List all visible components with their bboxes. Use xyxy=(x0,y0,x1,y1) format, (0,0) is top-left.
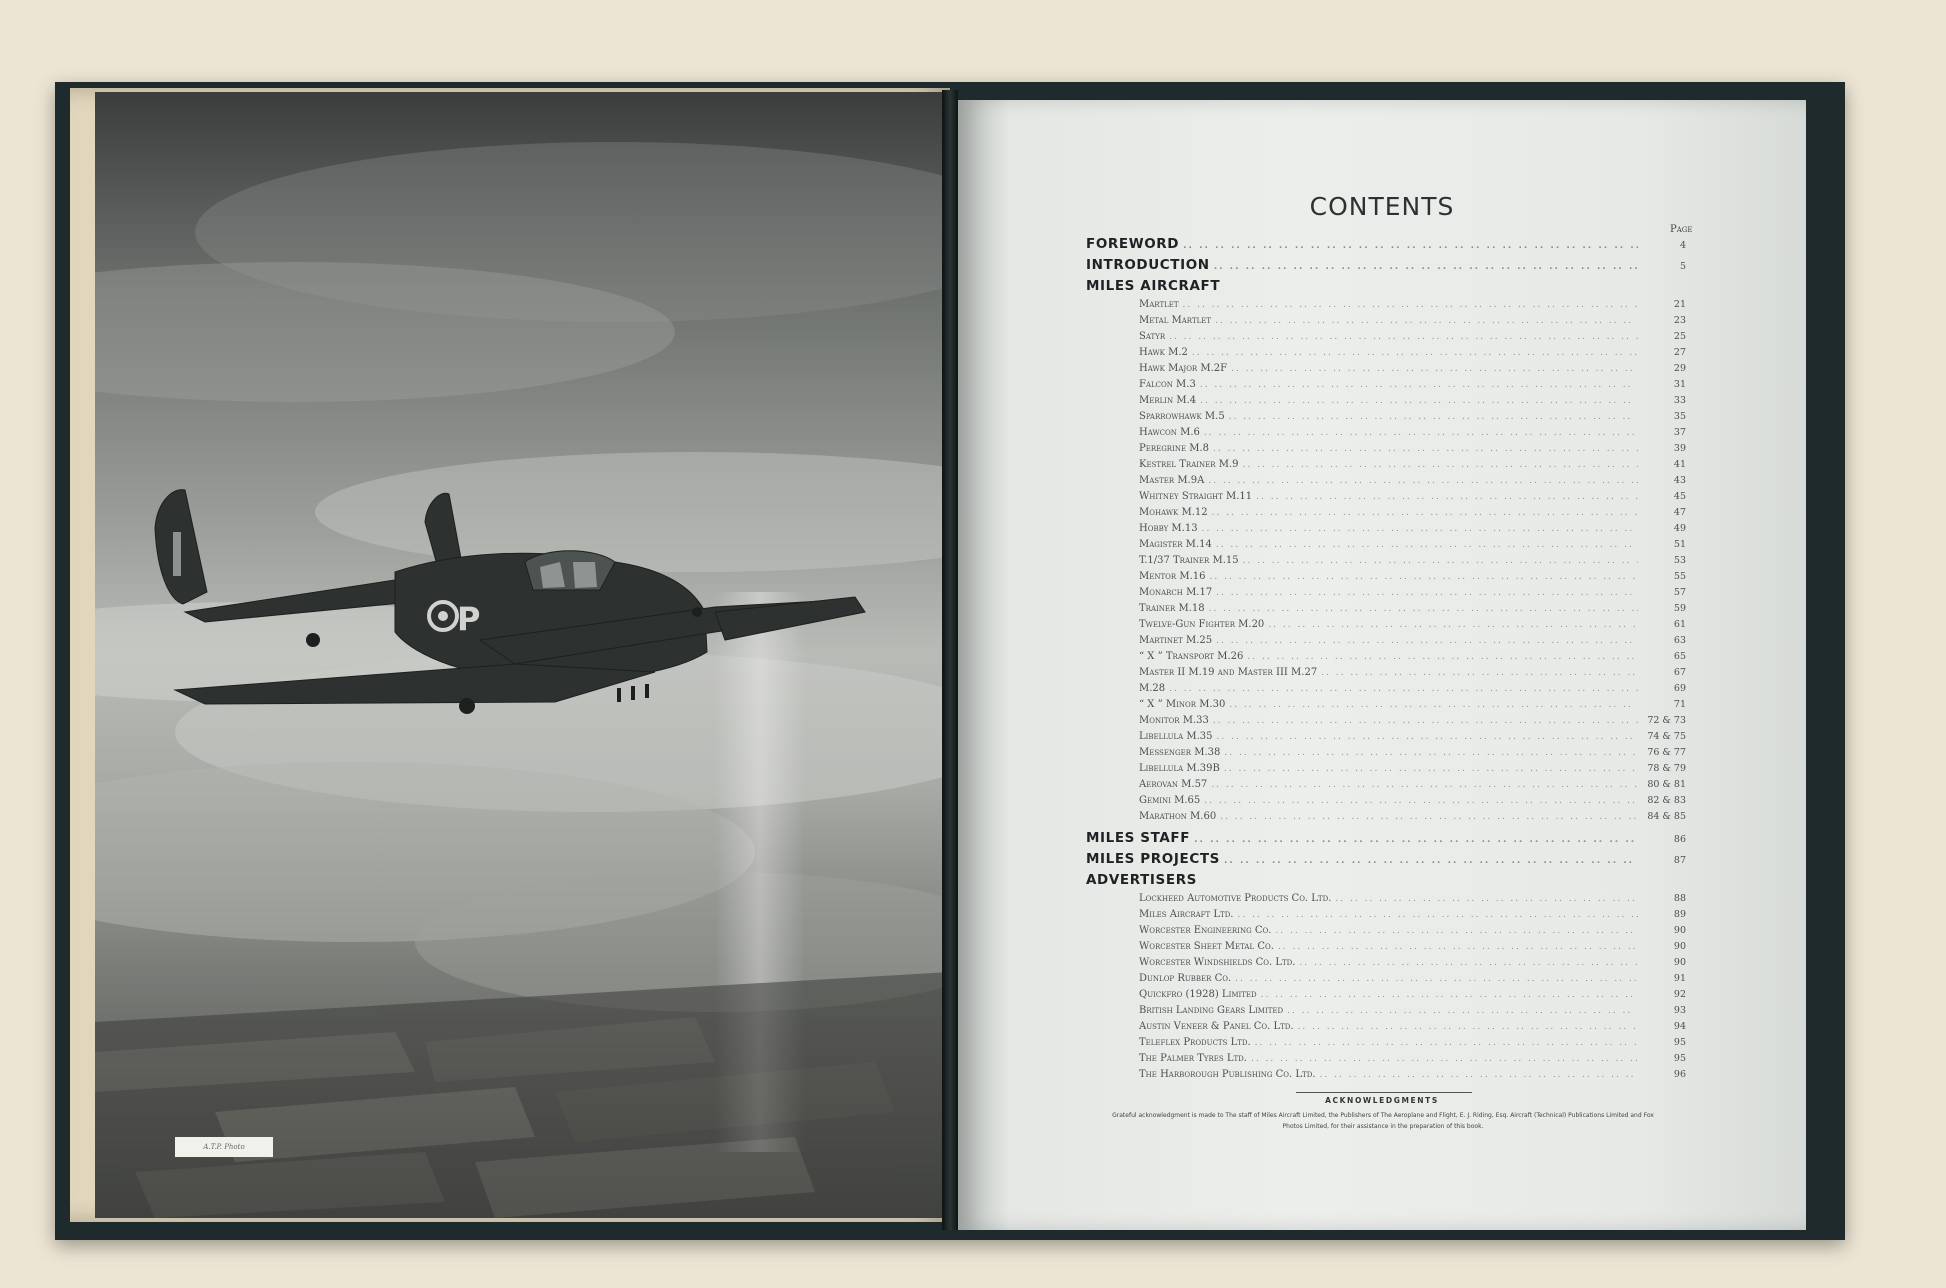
toc-leader-dots xyxy=(1335,891,1638,907)
toc-entry xyxy=(1086,1003,1686,1019)
toc-leader-dots xyxy=(1209,569,1638,585)
toc-entry xyxy=(1086,1067,1686,1083)
toc-entry xyxy=(1086,1035,1686,1051)
toc-label: Worcester Sheet Metal Co. xyxy=(1139,941,1274,952)
toc-page-number: 65 xyxy=(1673,651,1686,662)
toc-page-number: 84 & 85 xyxy=(1647,811,1686,822)
toc-page-number: 89 xyxy=(1673,909,1686,920)
toc-leader-dots xyxy=(1216,633,1638,649)
toc-label: Worcester Engineering Co. xyxy=(1139,925,1272,936)
toc-leader-dots xyxy=(1213,713,1638,729)
toc-page-number: 5 xyxy=(1679,261,1686,272)
toc-section xyxy=(1086,234,1686,255)
toc-entry xyxy=(1086,377,1686,393)
toc-page-number: 67 xyxy=(1673,667,1686,678)
toc-label: Master M.9A xyxy=(1139,475,1205,486)
toc-leader-dots xyxy=(1243,553,1638,569)
toc-leader-dots xyxy=(1220,809,1638,825)
toc-label: Martlet xyxy=(1139,299,1179,310)
aircraft-photo-graphic xyxy=(95,92,950,1218)
toc-page-number: 90 xyxy=(1673,925,1686,936)
toc-leader-dots xyxy=(1320,1067,1639,1083)
toc-label: Austin Veneer & Panel Co. Ltd. xyxy=(1139,1021,1294,1032)
toc-leader-dots xyxy=(1204,425,1638,441)
toc-entry xyxy=(1086,907,1686,923)
toc-label: Magister M.14 xyxy=(1139,539,1212,550)
toc-label: “ X ” Transport M.26 xyxy=(1139,651,1244,662)
toc-leader-dots xyxy=(1183,236,1638,257)
toc-label: Marathon M.60 xyxy=(1139,811,1217,822)
page-column-heading: Page xyxy=(1670,224,1693,235)
acknowledgments-text: Grateful acknowledgment is made to The staff of Miles Aircraft Limited, the Publishers of The Aeroplane and Flight, E. J. Riding, Esq. Aircraft (Technical) Publications Limited and Fox Photos Limited, for their assistance in the preparation of this book. xyxy=(1112,1112,1654,1130)
svg-text:P: P xyxy=(457,600,481,638)
toc-entry xyxy=(1086,473,1686,489)
toc-label: Hobby M.13 xyxy=(1139,523,1198,534)
toc-entry xyxy=(1086,489,1686,505)
toc-page-number: 76 & 77 xyxy=(1647,747,1686,758)
acknowledgments-rule xyxy=(1296,1092,1472,1093)
toc-leader-dots xyxy=(1192,345,1638,361)
toc-entry xyxy=(1086,761,1686,777)
toc-page-number: 91 xyxy=(1673,973,1686,984)
toc-page-number: 95 xyxy=(1673,1053,1686,1064)
toc-page-number: 35 xyxy=(1673,411,1686,422)
toc-leader-dots xyxy=(1255,1035,1638,1051)
toc-entry xyxy=(1086,987,1686,1003)
toc-page-number: 61 xyxy=(1673,619,1686,630)
toc-page-number: 37 xyxy=(1673,427,1686,438)
toc-leader-dots xyxy=(1224,745,1638,761)
toc-label: Libellula M.39B xyxy=(1139,763,1220,774)
toc-leader-dots xyxy=(1209,601,1638,617)
toc-leader-dots xyxy=(1299,955,1638,971)
toc-page-number: 94 xyxy=(1673,1021,1686,1032)
toc-page-number: 43 xyxy=(1673,475,1686,486)
aircraft-photo xyxy=(95,92,950,1218)
toc-leader-dots xyxy=(1216,537,1638,553)
toc-page-number: 39 xyxy=(1673,443,1686,454)
toc-label: The Harborough Publishing Co. Ltd. xyxy=(1139,1069,1316,1080)
toc-label: Teleflex Products Ltd. xyxy=(1139,1037,1251,1048)
toc-leader-dots xyxy=(1169,329,1638,345)
toc-leader-dots xyxy=(1224,851,1638,872)
toc-page-number: 95 xyxy=(1673,1037,1686,1048)
toc-entry xyxy=(1086,345,1686,361)
toc-section xyxy=(1086,849,1686,870)
toc-leader-dots xyxy=(1215,313,1638,329)
toc-entry xyxy=(1086,681,1686,697)
toc-entry xyxy=(1086,537,1686,553)
toc-leader-dots xyxy=(1208,473,1638,489)
toc-leader-dots xyxy=(1214,257,1638,278)
toc-leader-dots xyxy=(1204,793,1638,809)
toc-page-number: 86 xyxy=(1673,834,1686,845)
toc-label: Martinet M.25 xyxy=(1139,635,1213,646)
toc-entry xyxy=(1086,1051,1686,1067)
toc-entry xyxy=(1086,891,1686,907)
toc-label: ADVERTISERS xyxy=(1086,872,1198,888)
photo-credit: A.T.P. Photo xyxy=(175,1137,273,1157)
toc-entry xyxy=(1086,633,1686,649)
toc-page-number: 4 xyxy=(1679,240,1686,251)
toc-label: INTRODUCTION xyxy=(1086,257,1210,273)
toc-entry xyxy=(1086,313,1686,329)
toc-leader-dots xyxy=(1216,585,1638,601)
toc-leader-dots xyxy=(1231,361,1638,377)
toc-entry xyxy=(1086,617,1686,633)
toc-leader-dots xyxy=(1242,457,1638,473)
toc-entry xyxy=(1086,955,1686,971)
toc-page-number: 71 xyxy=(1673,699,1686,710)
toc-label: Mentor M.16 xyxy=(1139,571,1206,582)
toc-page-number: 53 xyxy=(1673,555,1686,566)
toc-entry xyxy=(1086,809,1686,825)
toc-label: MILES PROJECTS xyxy=(1086,851,1220,867)
toc-entry xyxy=(1086,939,1686,955)
toc-label: Libellula M.35 xyxy=(1139,731,1213,742)
toc-leader-dots xyxy=(1217,729,1639,745)
toc-label: T.1/37 Trainer M.15 xyxy=(1139,555,1239,566)
toc-label: FOREWORD xyxy=(1086,236,1180,252)
toc-entry xyxy=(1086,297,1686,313)
toc-label: MILES STAFF xyxy=(1086,830,1191,846)
toc-page-number: 49 xyxy=(1673,523,1686,534)
toc-leader-dots xyxy=(1212,505,1638,521)
toc-entry xyxy=(1086,441,1686,457)
toc-label: Miles Aircraft Ltd. xyxy=(1139,909,1234,920)
toc-leader-dots xyxy=(1202,521,1638,537)
toc-page-number: 21 xyxy=(1673,299,1686,310)
toc-label: Mohawk M.12 xyxy=(1139,507,1208,518)
toc-label: The Palmer Tyres Ltd. xyxy=(1139,1053,1247,1064)
toc-entry xyxy=(1086,971,1686,987)
toc-page-number: 69 xyxy=(1673,683,1686,694)
toc-entry xyxy=(1086,923,1686,939)
toc-label: “ X ” Minor M.30 xyxy=(1139,699,1226,710)
toc-leader-dots xyxy=(1287,1003,1638,1019)
toc-leader-dots xyxy=(1321,665,1638,681)
toc-entry xyxy=(1086,521,1686,537)
toc-leader-dots xyxy=(1251,1051,1638,1067)
toc-page-number: 88 xyxy=(1673,893,1686,904)
toc-entry xyxy=(1086,569,1686,585)
toc-entry xyxy=(1086,745,1686,761)
toc-leader-dots xyxy=(1224,761,1638,777)
toc-label: Kestrel Trainer M.9 xyxy=(1139,459,1239,470)
toc-entry xyxy=(1086,793,1686,809)
toc-leader-dots xyxy=(1275,923,1638,939)
toc-page-number: 74 & 75 xyxy=(1647,731,1686,742)
toc-leader-dots xyxy=(1211,777,1638,793)
toc-label: Twelve-Gun Fighter M.20 xyxy=(1139,619,1265,630)
toc-entry xyxy=(1086,505,1686,521)
toc-entry xyxy=(1086,1019,1686,1035)
toc-entry xyxy=(1086,649,1686,665)
toc-leader-dots xyxy=(1213,441,1638,457)
toc-label: Merlin M.4 xyxy=(1139,395,1197,406)
toc-label: Sparrowhawk M.5 xyxy=(1139,411,1225,422)
toc-page-number: 27 xyxy=(1673,347,1686,358)
toc-label: Hawk Major M.2F xyxy=(1139,363,1228,374)
toc-section xyxy=(1086,276,1686,297)
toc-entry xyxy=(1086,777,1686,793)
toc-entry xyxy=(1086,409,1686,425)
toc-page-number: 55 xyxy=(1673,571,1686,582)
toc-page-number: 45 xyxy=(1673,491,1686,502)
toc-page-number: 72 & 73 xyxy=(1647,715,1686,726)
toc-label: Messenger M.38 xyxy=(1139,747,1221,758)
toc-entry xyxy=(1086,457,1686,473)
toc-leader-dots xyxy=(1169,681,1638,697)
toc-label: Aerovan M.57 xyxy=(1139,779,1208,790)
toc-entry xyxy=(1086,393,1686,409)
toc-page-number: 33 xyxy=(1673,395,1686,406)
toc-page-number: 92 xyxy=(1673,989,1686,1000)
toc-entry xyxy=(1086,361,1686,377)
toc-label: Hawk M.2 xyxy=(1139,347,1188,358)
toc-entry xyxy=(1086,665,1686,681)
toc-leader-dots xyxy=(1200,393,1638,409)
toc-page-number: 51 xyxy=(1673,539,1686,550)
toc-page-number: 90 xyxy=(1673,957,1686,968)
toc-leader-dots xyxy=(1247,649,1638,665)
toc-label: Trainer M.18 xyxy=(1139,603,1205,614)
toc-label: Gemini M.65 xyxy=(1139,795,1201,806)
toc-entry xyxy=(1086,585,1686,601)
toc-page-number: 96 xyxy=(1673,1069,1686,1080)
toc-label: Peregrine M.8 xyxy=(1139,443,1210,454)
toc-entry xyxy=(1086,553,1686,569)
toc-entry xyxy=(1086,729,1686,745)
toc-leader-dots xyxy=(1298,1019,1638,1035)
contents-page xyxy=(958,100,1806,1230)
toc-entry xyxy=(1086,425,1686,441)
toc-page-number: 87 xyxy=(1673,855,1686,866)
toc-label: Metal Martlet xyxy=(1139,315,1212,326)
toc-label: Satyr xyxy=(1139,331,1166,342)
toc-leader-dots xyxy=(1229,697,1638,713)
toc-leader-dots xyxy=(1237,907,1638,923)
toc-page-number: 59 xyxy=(1673,603,1686,614)
table-of-contents xyxy=(1086,234,1686,1083)
toc-entry xyxy=(1086,713,1686,729)
toc-page-number: 80 & 81 xyxy=(1647,779,1686,790)
toc-label: M.28 xyxy=(1139,683,1166,694)
toc-page-number: 82 & 83 xyxy=(1647,795,1686,806)
toc-page-number: 90 xyxy=(1673,941,1686,952)
toc-entry xyxy=(1086,329,1686,345)
toc-leader-dots xyxy=(1261,987,1638,1003)
toc-leader-dots xyxy=(1229,409,1638,425)
toc-label: Monitor M.33 xyxy=(1139,715,1209,726)
toc-page-number: 63 xyxy=(1673,635,1686,646)
toc-page-number: 41 xyxy=(1673,459,1686,470)
toc-label: Hawcon M.6 xyxy=(1139,427,1200,438)
toc-page-number: 57 xyxy=(1673,587,1686,598)
toc-label: Master II M.19 and Master III M.27 xyxy=(1139,667,1318,678)
acknowledgments-title: ACKNOWLEDGMENTS xyxy=(1325,1096,1439,1105)
toc-label: Worcester Windshields Co. Ltd. xyxy=(1139,957,1296,968)
toc-section xyxy=(1086,255,1686,276)
toc-section xyxy=(1086,870,1686,891)
toc-label: Quickfro (1928) Limited xyxy=(1139,989,1257,1000)
toc-page-number: 93 xyxy=(1673,1005,1686,1016)
toc-label: Lockheed Automotive Products Co. Ltd. xyxy=(1139,893,1332,904)
toc-leader-dots xyxy=(1278,939,1638,955)
contents-title: CONTENTS xyxy=(1309,192,1455,221)
book-gutter xyxy=(942,90,958,1230)
toc-leader-dots xyxy=(1183,297,1638,313)
toc-label: MILES AIRCRAFT xyxy=(1086,278,1221,294)
toc-leader-dots xyxy=(1200,377,1638,393)
toc-label: Falcon M.3 xyxy=(1139,379,1196,390)
toc-page-number: 47 xyxy=(1673,507,1686,518)
toc-section xyxy=(1086,828,1686,849)
toc-label: Whitney Straight M.11 xyxy=(1139,491,1253,502)
toc-page-number: 29 xyxy=(1673,363,1686,374)
toc-page-number: 23 xyxy=(1673,315,1686,326)
toc-page-number: 31 xyxy=(1673,379,1686,390)
toc-entry xyxy=(1086,697,1686,713)
toc-page-number: 25 xyxy=(1673,331,1686,342)
toc-label: British Landing Gears Limited xyxy=(1139,1005,1284,1016)
toc-leader-dots xyxy=(1194,830,1638,851)
toc-entry xyxy=(1086,601,1686,617)
toc-leader-dots xyxy=(1256,489,1638,505)
toc-page-number: 78 & 79 xyxy=(1647,763,1686,774)
toc-label: Dunlop Rubber Co. xyxy=(1139,973,1232,984)
toc-label: Monarch M.17 xyxy=(1139,587,1213,598)
toc-leader-dots xyxy=(1235,971,1638,987)
toc-leader-dots xyxy=(1268,617,1638,633)
